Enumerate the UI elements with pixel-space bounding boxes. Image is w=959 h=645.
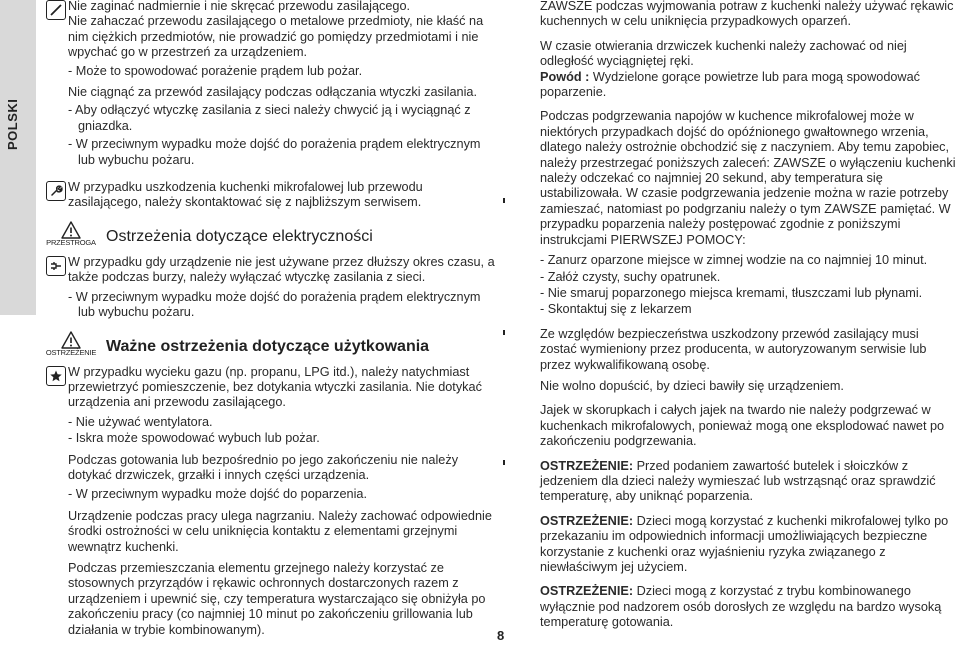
margin-mark	[503, 330, 505, 335]
combination-mode-warning	[540, 584, 958, 630]
door-para: W czasie otwierania drzwiczek kuchenki należy zachować od niej odległość wyciągniętej ręki.	[540, 38, 907, 69]
cord-line-3: Nie ciągnąć za przewód zasilający podczas odłączania wtyczki zasilania.	[68, 85, 478, 100]
first-aid-bullet-2: - Załóż czysty, suchy opatrunek.	[540, 269, 721, 284]
baby-food-text: Przed podaniem zawartość butelek i słoiczków z jedzeniem dla dzieci należy wymieszać lub wstrząsnąć oraz sprawdzić temperaturę, aby uniknąć poparzenia.	[540, 458, 936, 504]
first-aid-bullet-4: - Skontaktuj się z lekarzem	[540, 302, 692, 317]
warning-triangle-icon	[61, 221, 81, 239]
star-icon	[46, 366, 68, 386]
electrical-warning-title: Ostrzeżenia dotyczące elektryczności	[106, 227, 373, 245]
right-column	[540, 0, 958, 631]
combination-label: OSTRZEŻENIE:	[540, 584, 634, 599]
burn-bullet: - W przeciwnym wypadku może dojść do poparzenia.	[68, 487, 367, 502]
side-tab-label: POLSKI	[5, 98, 20, 150]
cord-bullet-1: - Może to spowodować porażenie prądem lub pożar.	[68, 63, 363, 78]
margin-mark	[503, 460, 505, 465]
gas-leak-para: W przypadku wycieku gazu (np. propanu, LPG itd.), należy natychmiast przewietrzyć pomieszczenie, bez dotykania wtyczki zasilania. Nie dotykać urządzenia ani przewodu zasilającego.	[68, 364, 482, 410]
children-play-para: Nie wolno dopuścić, by dzieci bawiły się urządzeniem.	[540, 378, 844, 393]
warning-badge: OSTRZEŻENIE	[45, 347, 97, 357]
usage-section	[46, 365, 496, 639]
electrical-para: W przypadku gdy urządzenie nie jest używane przez dłuższy okres czasu, a także podczas burzy, należy wyłączać wtyczkę zasilania z sieci.	[68, 254, 495, 285]
gas-bullet-1: - Nie używać wentylatora.	[68, 414, 213, 429]
baby-food-label: OSTRZEŻENIE:	[540, 458, 634, 473]
electrical-bullet: - W przeciwnym wypadku może dojść do porażenia prądem elektrycznym lub wybuchu pożaru.	[68, 289, 481, 320]
children-use-text: Dzieci mogą korzystać z kuchenki mikrofalowej tylko po przekazaniu im odpowiednich informacji umożliwiających bezpieczne korzystanie z kuchenki oraz wyjaśnieniu ryzyka związanego z niewłaściwym jej użyciem.	[540, 513, 949, 574]
service-section	[46, 180, 496, 211]
electrical-section	[46, 255, 496, 321]
gloves-para: ZAWSZE podczas wyjmowania potraw z kuchenki należy używać rękawic kuchennych w celu uniknięcia przypadkowych oparzeń.	[540, 0, 954, 29]
cord-bullet-3: - W przeciwnym wypadku może dojść do porażenia prądem elektrycznym lub wybuchu pożaru.	[68, 137, 481, 167]
heating-element-para: Podczas przemieszczania elementu grzejnego należy korzystać ze stosownych przyrządów i rękawic ochronnych dostarczonych razem z urządzeniem i upewnić się, czy temperatura wystarczająco się obniżyła po zakończeniu pracy (co najmniej 10 minut po zakończeniu grillowania lub działania w trybie kombinowanym).	[68, 560, 486, 637]
margin-mark	[503, 198, 505, 203]
page-number: 8	[497, 628, 505, 643]
service-text: W przypadku uszkodzenia kuchenki mikrofalowej lub przewodu zasilającego, należy skontaktować się z najbliższym serwisem.	[68, 180, 423, 210]
usage-warning-heading	[46, 331, 496, 357]
cord-section	[46, 0, 496, 168]
first-aid-bullet-1: - Zanurz oparzone miejsce w zimnej wodzie na co najmniej 10 minut.	[540, 253, 928, 268]
baby-food-warning	[540, 459, 958, 505]
boiling-para: Podczas podgrzewania napojów w kuchence mikrofalowej może w niektórych przypadkach dojść do opóźnionego gwałtownego wrzenia, dlatego należy ostrożnie obchodzić się z naczyniem. Aby temu zapobiec, należy przestrzegać poniższych zaleceń: ZAWSZE o wyłączeniu kuchenki należy odczekać co najmniej 20 sekund, aby temperatura się ustabilizowała. W czasie podgrzewania jedzenie można w razie potrzeby zamieszać, natomiast po podgrzaniu należy o tym ZAWSZE pamiętać. W przypadku poparzenia należy postępować zgodnie z poniższymi instrukcjami PIERWSZEJ POMOCY:	[540, 109, 956, 247]
combination-text: Dzieci mogą z korzystać z trybu kombinowanego wyłącznie pod nadzorem osób dorosłych ze względu na bardzo wysoką temperaturę gotowania.	[540, 584, 942, 630]
caution-badge: PRZESTROGA	[46, 237, 96, 247]
reason-label: Powód :	[540, 69, 590, 84]
side-tab	[0, 0, 36, 315]
warning-triangle-icon	[61, 331, 81, 349]
no-icon	[46, 0, 68, 20]
children-use-warning	[540, 514, 958, 576]
usage-warning-title: Ważne ostrzeżenia dotyczące użytkowania	[106, 337, 430, 355]
eggs-para: Jajek w skorupkach i całych jajek na twardo nie należy podgrzewać w kuchenkach mikrofalowych, ponieważ mogą one eksplodować nawet po zakończeniu podgrzewania.	[540, 403, 945, 449]
reason-text: Wydzielone gorące powietrze lub para mogą spowodować poparzenie.	[540, 69, 920, 100]
cord-line-2: Nie zahaczać przewodu zasilającego o metalowe przedmioty, nie kłaść na nim ciężkich przedmiotów, nie prowadzić go pomiędzy przedmiotami i nie wpychać go w przestrzeń za urządzeniem.	[68, 14, 484, 60]
cord-line-1: Nie zaginać nadmiernie i nie skręcać przewodu zasilającego.	[68, 0, 411, 13]
unplug-icon	[46, 256, 68, 276]
reason-para	[540, 70, 958, 101]
cord-bullet-2: - Aby odłączyć wtyczkę zasilania z sieci należy chwycić ją i wyciągnąć z gniazdka.	[68, 103, 471, 133]
wrench-icon	[46, 181, 68, 201]
first-aid-bullet-3: - Nie smaruj poparzonego miejsca kremami, tłuszczami lub płynami.	[540, 285, 923, 300]
left-column	[46, 0, 496, 638]
electrical-warning-heading	[46, 221, 496, 247]
cord-replacement-para: Ze względów bezpieczeństwa uszkodzony przewód zasilający musi zostać wymieniony przez producenta, w autoryzowanym serwisie lub przez wykwalifikowaną osobę.	[540, 326, 927, 372]
hot-parts-para: Podczas gotowania lub bezpośrednio po jego zakończeniu nie należy dotykać drzwiczek, grzałki i innych części urządzenia.	[68, 452, 459, 482]
gas-bullet-2: - Iskra może spowodować wybuch lub pożar.	[68, 431, 320, 446]
heating-para: Urządzenie podczas pracy ulega nagrzaniu. Należy zachować odpowiednie środki ostrożności w celu uniknięcia kontaktu z elementami grzejnymi wewnątrz kuchenki.	[68, 508, 492, 554]
children-use-label: OSTRZEŻENIE:	[540, 513, 634, 528]
